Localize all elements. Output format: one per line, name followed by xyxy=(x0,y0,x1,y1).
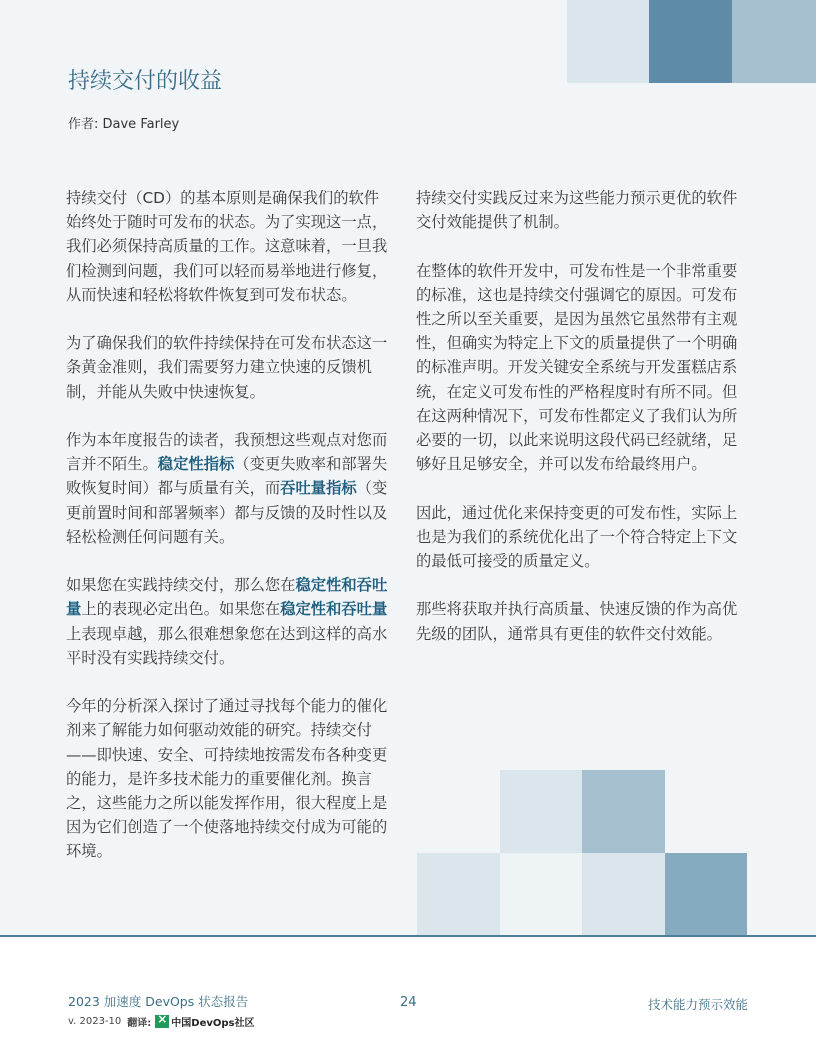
right-column xyxy=(416,186,738,670)
footer-version-line xyxy=(68,1014,255,1029)
text-run: （变更前置时间和部署频率）都与反馈的及时性以及轻松检测任何问题有关。 xyxy=(66,479,388,546)
paragraph xyxy=(66,186,388,307)
footer-section-title: 技术能力预示效能 xyxy=(647,997,748,1012)
page-number: 24 xyxy=(400,995,417,1010)
version-text: v. 2023-10 xyxy=(68,1016,122,1027)
emphasis-term: 稳定性指标 xyxy=(157,455,235,474)
text-run: （变更失败率和部署失败恢复时间）都与质量有关，而 xyxy=(66,455,388,498)
paragraph xyxy=(416,259,738,477)
paragraph xyxy=(66,573,388,670)
paragraph xyxy=(66,694,388,863)
text-run: 作为本年度报告的读者，我预想这些观点对您而言并不陌生。 xyxy=(66,431,388,474)
decorative-block xyxy=(567,0,649,83)
paragraph xyxy=(416,186,738,234)
text-run: 持续交付（CD）的基本原则是确保我们的软件始终处于随时可发布的状态。为了实现这一点，我们必须保持高质量的工作。这意味着，一旦我们检测到问题，我们可以轻而易举地进行修复，从而快速和轻松将软件恢复到可发布状态。 xyxy=(66,189,388,304)
decorative-block xyxy=(417,853,500,935)
paragraph xyxy=(66,428,388,549)
decorative-block xyxy=(665,853,747,935)
emphasis-term: 稳定性和吞吐量 xyxy=(280,600,388,619)
text-run: 上表现卓越，那么很难想象您在达到这样的高水平时没有实践持续交付。 xyxy=(66,624,388,667)
devops-logo-icon xyxy=(155,1015,169,1028)
decorative-block xyxy=(582,770,665,853)
community-name: 中国DevOps社区 xyxy=(171,1018,255,1029)
text-run: 如果您在实践持续交付，那么您在 xyxy=(66,576,296,595)
decorative-block xyxy=(500,853,582,935)
decorative-block xyxy=(732,0,816,83)
author-line: 作者: Dave Farley xyxy=(68,117,180,132)
text-run: 在整体的软件开发中，可发布性是一个非常重要的标准，这也是持续交付强调它的原因。可发布性之所以至关重要，是因为虽然它虽然带有主观性，但确实为特定上下文的质量提供了一个明确的标准声明。开发关键安全系统与开发蛋糕店系统，在定义可发布性的严格程度时有所不同。但在这两种情况下，可发布性都定义了我们认为所必要的一切，以此来说明这段代码已经就绪，足够好且足够安全，并可以发布给最终用户。 xyxy=(416,261,738,474)
paragraph xyxy=(416,597,738,645)
translation-label: 翻译: xyxy=(127,1018,152,1029)
left-column xyxy=(66,186,388,888)
text-run: 那些将获取并执行高质量、快速反馈的作为高优先级的团队，通常具有更佳的软件交付效能。 xyxy=(416,600,738,643)
text-run: 因此，通过优化来保持变更的可发布性，实际上也是为我们的系统优化出了一个符合特定上下文的最低可接受的质量定义。 xyxy=(416,503,738,571)
emphasis-term: 吞吐量指标 xyxy=(280,479,357,498)
emphasis-term: 稳定性和吞吐量 xyxy=(66,576,388,619)
decorative-block xyxy=(649,0,732,83)
paragraph xyxy=(416,501,738,574)
text-run: 持续交付实践反过来为这些能力预示更优的软件交付效能提供了机制。 xyxy=(416,189,738,232)
decorative-block xyxy=(500,770,582,853)
text-run: 上的表现必定出色。如果您在 xyxy=(81,600,281,619)
text-run: 今年的分析深入探讨了通过寻找每个能力的催化剂来了解能力如何驱动效能的研究。持续交付——即快速、安全、可持续地按需发布各种变更的能力，是许多技术能力的重要催化剂。换言之，这些能力之所以能发挥作用，很大程度上是因为它们创造了一个使落地持续交付成为可能的环境。 xyxy=(66,697,388,861)
page-title: 持续交付的收益 xyxy=(68,69,223,94)
decorative-block xyxy=(582,853,665,935)
paragraph xyxy=(66,331,388,404)
footer-divider xyxy=(0,935,816,937)
footer-report-title: 2023 加速度 DevOps 状态报告 xyxy=(68,994,249,1009)
text-run: 为了确保我们的软件持续保持在可发布状态这一条黄金准则，我们需要努力建立快速的反馈机制，并能从失败中快速恢复。 xyxy=(66,334,388,401)
